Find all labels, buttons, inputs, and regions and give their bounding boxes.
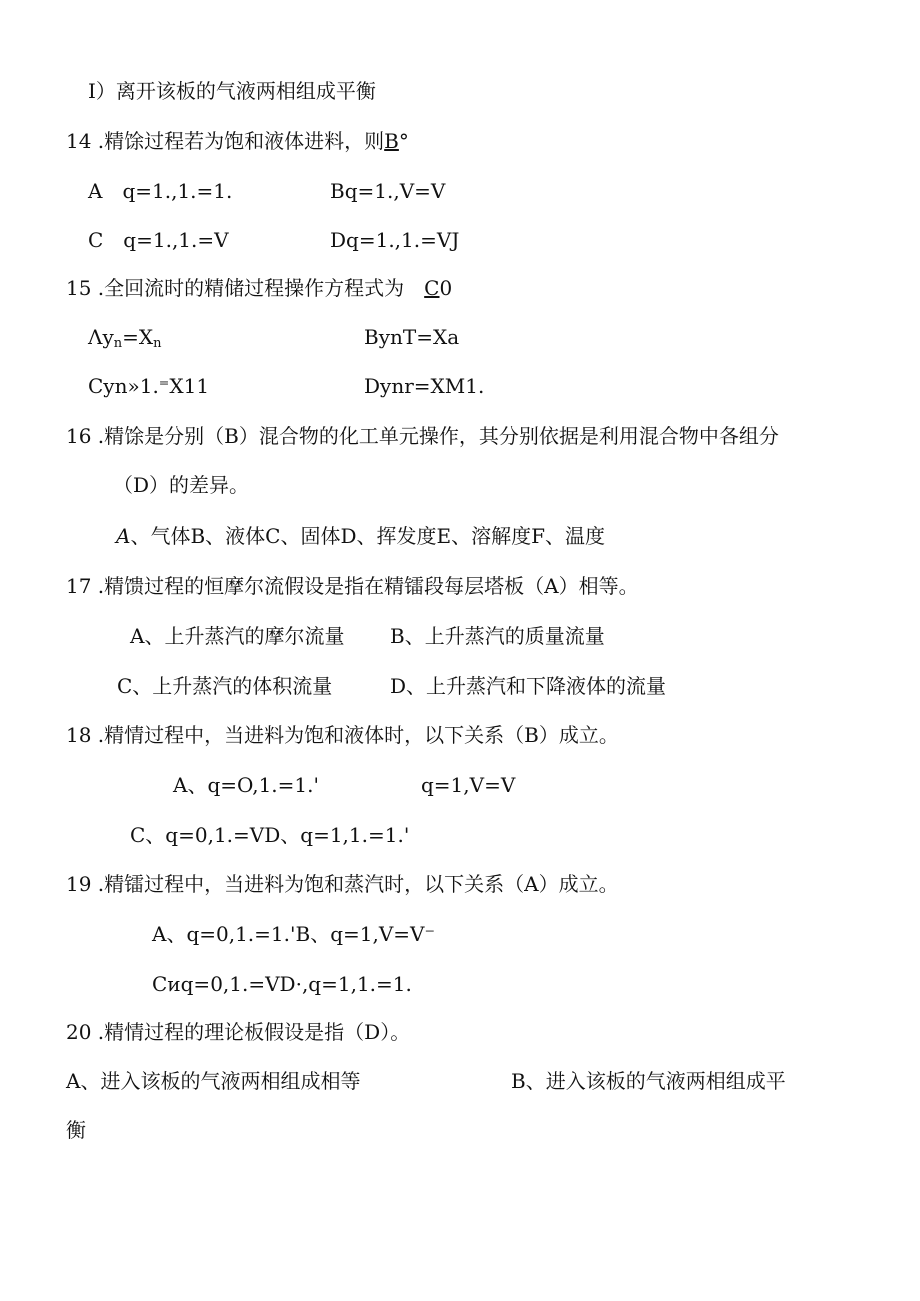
question-18-option-b: q=1,V=V [421,773,516,797]
question-17: 17 .精馈过程的恒摩尔流假设是指在精镭段每层塔板（A）相等。 [66,574,639,598]
question-15 [66,276,452,300]
question-19-options-ab: A、q=0,1.=1.'B、q=1,V=V⁻ [152,922,436,946]
question-15-option-a-y: Λy [88,325,114,349]
question-16-line-1: 16 .精馀是分别（B）混合物的化工单元操作，其分别依据是利用混合物中各组分 [66,424,779,448]
question-17-option-b: B、上升蒸汽的质量流量 [390,624,605,648]
question-20-option-a: A、进入该板的气液两相组成相等 [66,1069,361,1093]
question-14-text: 14 .精馀过程若为饱和液体进料，则 [66,129,385,153]
question-20: 20 .精情过程的理论板假设是指（D）。 [66,1020,411,1044]
question-17-option-c: C、上升蒸汽的体积流量 [117,674,333,698]
question-15-text: 15 .全回流时的精储过程操作方程式为 [66,276,425,300]
question-18-option-a: A、q=O,1.=1.' [173,773,320,797]
question-14-answer: B [384,129,399,153]
question-17-option-d: D、上升蒸汽和下降液体的流量 [390,674,667,698]
question-19-options-cd: Cᴎq=0,1.=VD·,q=1,1.=1. [152,972,412,996]
question-16-option-a-letter: A [116,524,131,548]
question-18: 18 .精情过程中，当进料为饱和液体时，以下关系（B）成立。 [66,723,619,747]
question-15-option-d: Dynr=XM1. [364,374,485,398]
question-14-option-b: Bq=1.,V=V [330,179,446,203]
question-17-option-a: A、上升蒸汽的摩尔流量 [130,624,345,648]
line-prev-option-d: I）离开该板的气液两相组成平衡 [88,79,376,103]
question-15-option-a-sub-n2: n [153,336,162,351]
question-14 [66,129,409,153]
question-18-options-cd: C、q=0,1.=VD、q=1,1.=1.' [130,823,410,847]
question-14-option-a: A q=1.,1.=1. [88,179,233,203]
question-15-option-a [88,325,162,356]
question-14-suffix: ° [398,129,409,153]
question-16-line-2: （D）的差异。 [113,473,250,497]
question-15-option-c: Cyn»1.⁼X11 [88,374,210,398]
question-20-option-b-continued: 衡 [66,1118,86,1142]
question-16-options-text: 、气体B、液体C、固体D、挥发度E、溶解度F、温度 [130,524,605,548]
question-19: 19 .精镭过程中，当进料为饱和蒸汽时，以下关系（A）成立。 [66,872,619,896]
question-15-option-a-sub-n: n [113,336,123,351]
question-20-option-b: B、进入该板的气液两相组成平 [511,1069,786,1093]
question-15-option-b: BynT=Xa [364,325,460,349]
question-15-answer: C [424,276,440,300]
question-15-option-a-x: =X [122,325,154,349]
question-16-options [116,524,605,548]
question-14-option-d: Dq=1.,1.=VJ [330,228,460,252]
question-14-option-c: C q=1.,1.=V [88,228,229,252]
question-15-suffix: 0 [439,276,453,300]
